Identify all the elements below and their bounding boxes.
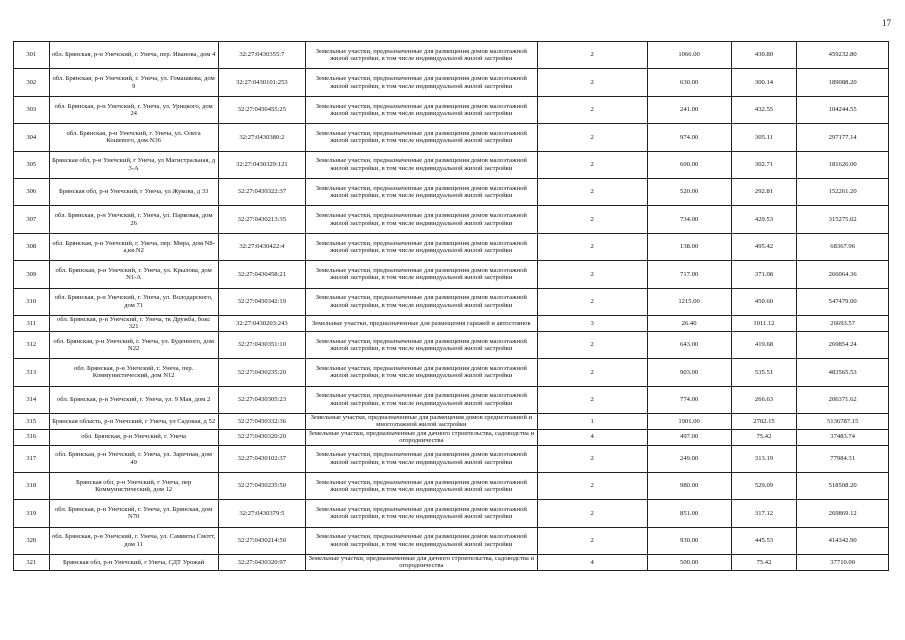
row-number-cell: 307: [14, 206, 50, 233]
group-cell: 2: [537, 42, 647, 69]
cadastral-value-cell: 104244.55: [797, 96, 889, 123]
specific-value-cell: 313.19: [731, 445, 797, 472]
table-row: [14, 261, 889, 288]
cadastral-number-cell: 32:27:0430351:10: [218, 331, 305, 358]
cadastral-number-cell: 32:27:0430458:21: [218, 261, 305, 288]
area-cell: 241.00: [647, 96, 731, 123]
row-number-cell: 302: [14, 69, 50, 96]
cadastral-number-cell: 32:27:0430101:253: [218, 69, 305, 96]
specific-value-cell: 2702.15: [731, 413, 797, 429]
group-cell: 2: [537, 96, 647, 123]
row-number-cell: 315: [14, 413, 50, 429]
specific-value-cell: 432.55: [731, 96, 797, 123]
specific-value-cell: 1011.12: [731, 315, 797, 331]
table-row: [14, 359, 889, 386]
cadastral-number-cell: 32:27:0430320:97: [218, 555, 305, 571]
land-use-cell: Земельные участки, предназначенные для размещения домов малоэтажной жилой застройки, в том числе индивидуальной жилой застройки: [306, 386, 538, 413]
specific-value-cell: 450.60: [731, 288, 797, 315]
land-use-cell: Земельные участки, предназначенные для размещения домов малоэтажной жилой застройки, в том числе индивидуальной жилой застройки: [306, 500, 538, 527]
cadastral-number-cell: 32:27:0430322:37: [218, 178, 305, 205]
address-cell: обл. Брянская, р-н Унечский, г. Унеча, ул. Заречная, дом 49: [49, 445, 218, 472]
address-cell: обл. Брянская, р-н Унечский, г. Унеча, ул. Гомашкова, дом 9: [49, 69, 218, 96]
land-use-cell: Земельные участки, предназначенные для размещения домов малоэтажной жилой застройки, в том числе индивидуальной жилой застройки: [306, 472, 538, 499]
row-number-cell: 310: [14, 288, 50, 315]
address-cell: Брянская обл, р-н Унечский, г Унеча, ул Магистральная, д 3-А: [49, 151, 218, 178]
group-cell: 2: [537, 359, 647, 386]
cadastral-value-cell: 37710.00: [797, 555, 889, 571]
cadastral-number-cell: 32:27:0430355:7: [218, 42, 305, 69]
group-cell: 2: [537, 178, 647, 205]
land-use-cell: Земельные участки, предназначенные для размещения домов среднеэтажной и многоэтажной жилой застройки: [306, 413, 538, 429]
area-cell: 717.00: [647, 261, 731, 288]
table-row: [14, 429, 889, 445]
address-cell: Брянская обл, р-н Унечский, г Унеча, СДТ Урожай: [49, 555, 218, 571]
row-number-cell: 305: [14, 151, 50, 178]
land-use-cell: Земельные участки, предназначенные для размещения домов малоэтажной жилой застройки, в том числе индивидуальной жилой застройки: [306, 178, 538, 205]
cadastral-value-cell: 77984.31: [797, 445, 889, 472]
address-cell: обл. Брянская, р-н Унечский, г. Унеча, ул. Парковая, дом 26: [49, 206, 218, 233]
area-cell: 138.00: [647, 233, 731, 260]
cadastral-number-cell: 32:27:0430320:20: [218, 429, 305, 445]
row-number-cell: 304: [14, 124, 50, 151]
specific-value-cell: 75.42: [731, 429, 797, 445]
specific-value-cell: 371.08: [731, 261, 797, 288]
land-use-cell: Земельные участки, предназначенные для размещения домов малоэтажной жилой застройки, в том числе индивидуальной жилой застройки: [306, 206, 538, 233]
cadastral-number-cell: 32:27:0430329:121: [218, 151, 305, 178]
table-row: [14, 151, 889, 178]
address-cell: Брянская область, р-н Унечский, г Унеча, ул Садовая, д 52: [49, 413, 218, 429]
land-use-cell: Земельные участки, предназначенные для размещения домов малоэтажной жилой застройки, в том числе индивидуальной жилой застройки: [306, 96, 538, 123]
area-cell: 930.00: [647, 527, 731, 554]
land-use-cell: Земельные участки, предназначенные для размещения домов малоэтажной жилой застройки, в том числе индивидуальной жилой застройки: [306, 69, 538, 96]
land-use-cell: Земельные участки, предназначенные для размещения домов малоэтажной жилой застройки, в том числе индивидуальной жилой застройки: [306, 151, 538, 178]
area-cell: 1066.00: [647, 42, 731, 69]
group-cell: 2: [537, 233, 647, 260]
cadastral-number-cell: 32:27:0430379:5: [218, 500, 305, 527]
address-cell: обл. Брянская, р-н Унечский, г. Унеча, ул. Олега Кошевого, дом N36: [49, 124, 218, 151]
cadastral-value-cell: 518508.20: [797, 472, 889, 499]
address-cell: обл. Брянская, р-н Унечский, г. Унеча, пер. Мира, дом N8-а,кв.N2: [49, 233, 218, 260]
cadastral-number-cell: 32:27:0430213:35: [218, 206, 305, 233]
row-number-cell: 301: [14, 42, 50, 69]
row-number-cell: 308: [14, 233, 50, 260]
specific-value-cell: 317.12: [731, 500, 797, 527]
group-cell: 2: [537, 386, 647, 413]
row-number-cell: 320: [14, 527, 50, 554]
address-cell: обл. Брянская, р-н Унечский, г. Унеча, ул. Володарского, дом 71: [49, 288, 218, 315]
group-cell: 4: [537, 555, 647, 571]
specific-value-cell: 266.63: [731, 386, 797, 413]
cadastral-value-cell: 37483.74: [797, 429, 889, 445]
group-cell: 2: [537, 206, 647, 233]
row-number-cell: 316: [14, 429, 50, 445]
row-number-cell: 317: [14, 445, 50, 472]
address-cell: обл. Брянская, р-н Унечский, г. Унеча, ул. Брянская, дом N70: [49, 500, 218, 527]
land-use-cell: Земельные участки, предназначенные для размещения домов малоэтажной жилой застройки, в том числе индивидуальной жилой застройки: [306, 445, 538, 472]
cadastral-number-cell: 32:27:0430422:4: [218, 233, 305, 260]
address-cell: Брянская обл, р-н Унечский, г Унеча, ул Жукова, д 33: [49, 178, 218, 205]
row-number-cell: 303: [14, 96, 50, 123]
table-row: [14, 527, 889, 554]
area-cell: 520.00: [647, 178, 731, 205]
address-cell: обл. Брянская, р-н Унечский, г. Унеча, ул. Самвиты Смотт, дом 11: [49, 527, 218, 554]
area-cell: 734.00: [647, 206, 731, 233]
table-row: [14, 69, 889, 96]
land-use-cell: Земельные участки, предназначенные для размещения домов малоэтажной жилой застройки, в том числе индивидуальной жилой застройки: [306, 527, 538, 554]
land-parcel-table: [13, 41, 889, 571]
group-cell: 2: [537, 331, 647, 358]
table-row: [14, 331, 889, 358]
area-cell: 774.00: [647, 386, 731, 413]
area-cell: 643.00: [647, 331, 731, 358]
table-row: [14, 445, 889, 472]
cadastral-value-cell: 206371.62: [797, 386, 889, 413]
specific-value-cell: 535.51: [731, 359, 797, 386]
row-number-cell: 319: [14, 500, 50, 527]
area-cell: 1215.00: [647, 288, 731, 315]
address-cell: Брянская обл, р-н Унечский, г Унеча, пер Коммунистический, дом 12: [49, 472, 218, 499]
address-cell: обл. Брянская, р-н Унечский, г. Унеча, пер. Коммунистический, дом N12: [49, 359, 218, 386]
table-row: [14, 96, 889, 123]
cadastral-number-cell: 32:27:0430235:50: [218, 472, 305, 499]
area-cell: 980.00: [647, 472, 731, 499]
table-row: [14, 500, 889, 527]
cadastral-value-cell: 26693.57: [797, 315, 889, 331]
address-cell: обл. Брянская, р-н Унечский, г. Унеча, ул. 9 Мая, дом 2: [49, 386, 218, 413]
specific-value-cell: 302.71: [731, 151, 797, 178]
address-cell: обл. Брянская, р-н Унечский, г. Унеча, ул. Урицкого, дом 24: [49, 96, 218, 123]
cadastral-value-cell: 181626.00: [797, 151, 889, 178]
cadastral-value-cell: 189088.20: [797, 69, 889, 96]
address-cell: обл. Брянская, р-н Унечский, г. Унеча, пер. Иванова, дом 4: [49, 42, 218, 69]
cadastral-value-cell: 5136787.15: [797, 413, 889, 429]
group-cell: 2: [537, 69, 647, 96]
page-number: 17: [882, 18, 891, 28]
table-row: [14, 555, 889, 571]
cadastral-number-cell: 32:27:0430102:37: [218, 445, 305, 472]
cadastral-value-cell: 68367.96: [797, 233, 889, 260]
cadastral-value-cell: 459232.80: [797, 42, 889, 69]
cadastral-value-cell: 152261.20: [797, 178, 889, 205]
cadastral-value-cell: 483565.53: [797, 359, 889, 386]
row-number-cell: 306: [14, 178, 50, 205]
area-cell: 851.00: [647, 500, 731, 527]
address-cell: обл. Брянская, р-н Унечский, г. Унеча, тк Дружба, бокс 321: [49, 315, 218, 331]
cadastral-number-cell: 32:27:0430305:23: [218, 386, 305, 413]
group-cell: 1: [537, 413, 647, 429]
row-number-cell: 313: [14, 359, 50, 386]
row-number-cell: 312: [14, 331, 50, 358]
cadastral-number-cell: 32:27:0430235:20: [218, 359, 305, 386]
land-use-cell: Земельные участки, предназначенные для размещения домов малоэтажной жилой застройки, в том числе индивидуальной жилой застройки: [306, 331, 538, 358]
cadastral-value-cell: 269854.24: [797, 331, 889, 358]
land-use-cell: Земельные участки, предназначенные для размещения домов малоэтажной жилой застройки, в том числе индивидуальной жилой застройки: [306, 261, 538, 288]
group-cell: 2: [537, 472, 647, 499]
specific-value-cell: 292.81: [731, 178, 797, 205]
table-row: [14, 206, 889, 233]
land-use-cell: Земельные участки, предназначенные для дачного строительства, садоводства и огородничества: [306, 555, 538, 571]
table-row: [14, 386, 889, 413]
cadastral-value-cell: 315275.02: [797, 206, 889, 233]
area-cell: 500.00: [647, 555, 731, 571]
address-cell: обл. Брянская, р-н Унечский, г. Унеча, ул. Крылова, дом N1-А: [49, 261, 218, 288]
group-cell: 2: [537, 261, 647, 288]
group-cell: 2: [537, 124, 647, 151]
area-cell: 26.40: [647, 315, 731, 331]
land-use-cell: Земельные участки, предназначенные для размещения гаражей и автостоянок: [306, 315, 538, 331]
land-use-cell: Земельные участки, предназначенные для размещения домов малоэтажной жилой застройки, в том числе индивидуальной жилой застройки: [306, 42, 538, 69]
group-cell: 2: [537, 500, 647, 527]
cadastral-number-cell: 32:27:0430380:2: [218, 124, 305, 151]
table-row: [14, 413, 889, 429]
cadastral-number-cell: 32:27:0430203:243: [218, 315, 305, 331]
group-cell: 2: [537, 527, 647, 554]
cadastral-value-cell: 414342.90: [797, 527, 889, 554]
area-cell: 974.00: [647, 124, 731, 151]
specific-value-cell: 445.53: [731, 527, 797, 554]
table-row: [14, 472, 889, 499]
cadastral-value-cell: 269869.12: [797, 500, 889, 527]
cadastral-value-cell: 266064.36: [797, 261, 889, 288]
row-number-cell: 321: [14, 555, 50, 571]
specific-value-cell: 495.42: [731, 233, 797, 260]
specific-value-cell: 429.53: [731, 206, 797, 233]
table-row: [14, 178, 889, 205]
area-cell: 903.00: [647, 359, 731, 386]
row-number-cell: 309: [14, 261, 50, 288]
specific-value-cell: 529.09: [731, 472, 797, 499]
specific-value-cell: 300.14: [731, 69, 797, 96]
group-cell: 2: [537, 288, 647, 315]
cadastral-value-cell: 547479.00: [797, 288, 889, 315]
specific-value-cell: 430.80: [731, 42, 797, 69]
cadastral-number-cell: 32:27:0430342:19: [218, 288, 305, 315]
row-number-cell: 314: [14, 386, 50, 413]
row-number-cell: 311: [14, 315, 50, 331]
specific-value-cell: 75.42: [731, 555, 797, 571]
cadastral-number-cell: 32:27:0430332:36: [218, 413, 305, 429]
address-cell: обл. Брянская, р-н Унечский, г. Унеча: [49, 429, 218, 445]
table-row: [14, 233, 889, 260]
area-cell: 249.00: [647, 445, 731, 472]
group-cell: 4: [537, 429, 647, 445]
land-use-cell: Земельные участки, предназначенные для размещения домов малоэтажной жилой застройки, в том числе индивидуальной жилой застройки: [306, 359, 538, 386]
area-cell: 630.00: [647, 69, 731, 96]
table-row: [14, 288, 889, 315]
address-cell: обл. Брянская, р-н Унечский, г. Унеча, ул. Буденного, дом N22: [49, 331, 218, 358]
land-use-cell: Земельные участки, предназначенные для размещения домов малоэтажной жилой застройки, в том числе индивидуальной жилой застройки: [306, 288, 538, 315]
cadastral-value-cell: 297177.14: [797, 124, 889, 151]
group-cell: 2: [537, 445, 647, 472]
area-cell: 600.00: [647, 151, 731, 178]
row-number-cell: 318: [14, 472, 50, 499]
table-row: [14, 315, 889, 331]
land-use-cell: Земельные участки, предназначенные для дачного строительства, садоводства и огородничества: [306, 429, 538, 445]
group-cell: 3: [537, 315, 647, 331]
land-use-cell: Земельные участки, предназначенные для размещения домов малоэтажной жилой застройки, в том числе индивидуальной жилой застройки: [306, 124, 538, 151]
specific-value-cell: 305.11: [731, 124, 797, 151]
table-row: [14, 124, 889, 151]
cadastral-number-cell: 32:27:0430214:50: [218, 527, 305, 554]
group-cell: 2: [537, 151, 647, 178]
area-cell: 1901.00: [647, 413, 731, 429]
land-use-cell: Земельные участки, предназначенные для размещения домов малоэтажной жилой застройки, в том числе индивидуальной жилой застройки: [306, 233, 538, 260]
table-body: [14, 42, 889, 571]
area-cell: 497.00: [647, 429, 731, 445]
cadastral-number-cell: 32:27:0430455:25: [218, 96, 305, 123]
specific-value-cell: 419.68: [731, 331, 797, 358]
table-row: [14, 42, 889, 69]
